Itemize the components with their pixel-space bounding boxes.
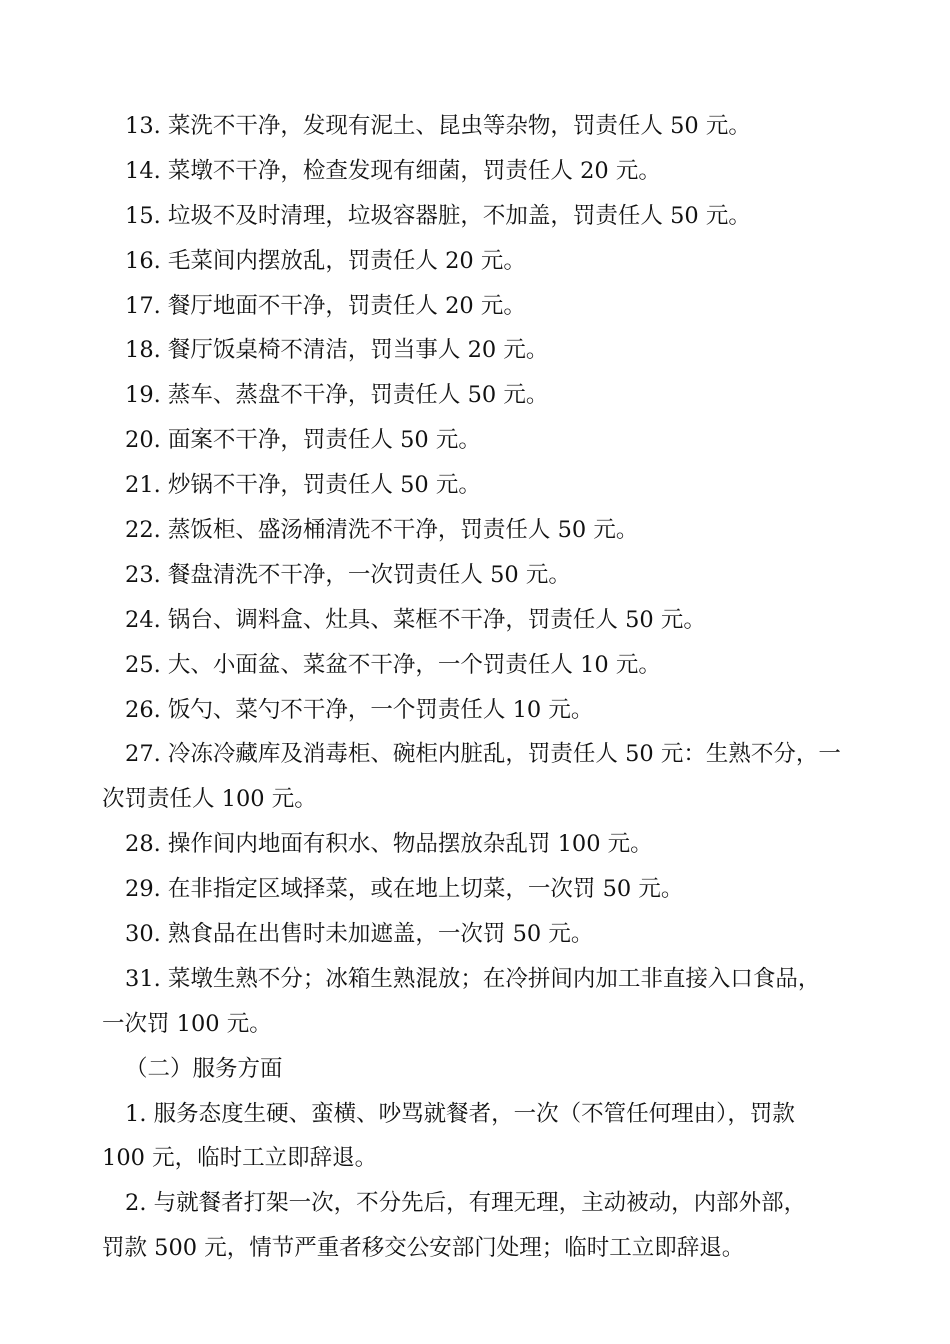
rule-item-27-line-1: 27. 冷冻冷藏库及消毒柜、碗柜内脏乱，罚责任人 50 元：生熟不分，一 <box>125 741 841 768</box>
service-item-1-line-2: 100 元，临时工立即辞退。 <box>102 1145 378 1172</box>
rule-item-31-line-2: 一次罚 100 元。 <box>102 1010 272 1037</box>
document-body <box>102 104 847 1271</box>
service-item-1-line-1: 1. 服务态度生硬、蛮横、吵骂就餐者，一次（不管任何理由），罚款 <box>125 1100 795 1127</box>
section-heading-service: （二）服务方面 <box>125 1055 283 1082</box>
rule-item-20: 20. 面案不干净，罚责任人 50 元。 <box>125 427 481 454</box>
rule-item-13: 13. 菜洗不干净，发现有泥土、昆虫等杂物，罚责任人 50 元。 <box>125 113 751 139</box>
rule-item-16: 16. 毛菜间内摆放乱，罚责任人 20 元。 <box>125 247 526 274</box>
rule-item-25: 25. 大、小面盆、菜盆不干净，一个罚责任人 10 元。 <box>125 651 661 678</box>
rule-item-30: 30. 熟食品在出售时未加遮盖，一次罚 50 元。 <box>125 921 594 948</box>
rule-item-26: 26. 饭勺、菜勺不干净，一个罚责任人 10 元。 <box>125 696 594 723</box>
service-item-2-line-1: 2. 与就餐者打架一次，不分先后，有理无理，主动被动，内部外部， <box>125 1190 807 1217</box>
rule-item-18: 18. 餐厅饭桌椅不清洁，罚当事人 20 元。 <box>125 337 549 364</box>
rule-item-17: 17. 餐厅地面不干净，罚责任人 20 元。 <box>125 292 526 319</box>
rule-item-31-line-1: 31. 菜墩生熟不分；冰箱生熟混放；在冷拼间内加工非直接入口食品， <box>125 965 821 992</box>
rule-item-29: 29. 在非指定区域择菜，或在地上切菜，一次罚 50 元。 <box>125 876 684 903</box>
rule-item-21: 21. 炒锅不干净，罚责任人 50 元。 <box>125 472 481 499</box>
rule-item-22: 22. 蒸饭柜、盛汤桶清洗不干净，罚责任人 50 元。 <box>125 517 639 544</box>
rule-item-15: 15. 垃圾不及时清理，垃圾容器脏，不加盖，罚责任人 50 元。 <box>125 202 751 229</box>
rule-item-28: 28. 操作间内地面有积水、物品摆放杂乱罚 100 元。 <box>125 831 653 858</box>
rule-item-24: 24. 锅台、调料盒、灶具、菜框不干净，罚责任人 50 元。 <box>125 606 706 633</box>
rule-item-14: 14. 菜墩不干净，检查发现有细菌，罚责任人 20 元。 <box>125 157 661 184</box>
rule-item-23: 23. 餐盘清洗不干净，一次罚责任人 50 元。 <box>125 561 571 588</box>
service-item-2-line-2: 罚款 500 元，情节严重者移交公安部门处理；临时工立即辞退。 <box>102 1235 745 1262</box>
rule-item-19: 19. 蒸车、蒸盘不干净，罚责任人 50 元。 <box>125 382 549 409</box>
rule-item-27-line-2: 次罚责任人 100 元。 <box>102 786 317 813</box>
